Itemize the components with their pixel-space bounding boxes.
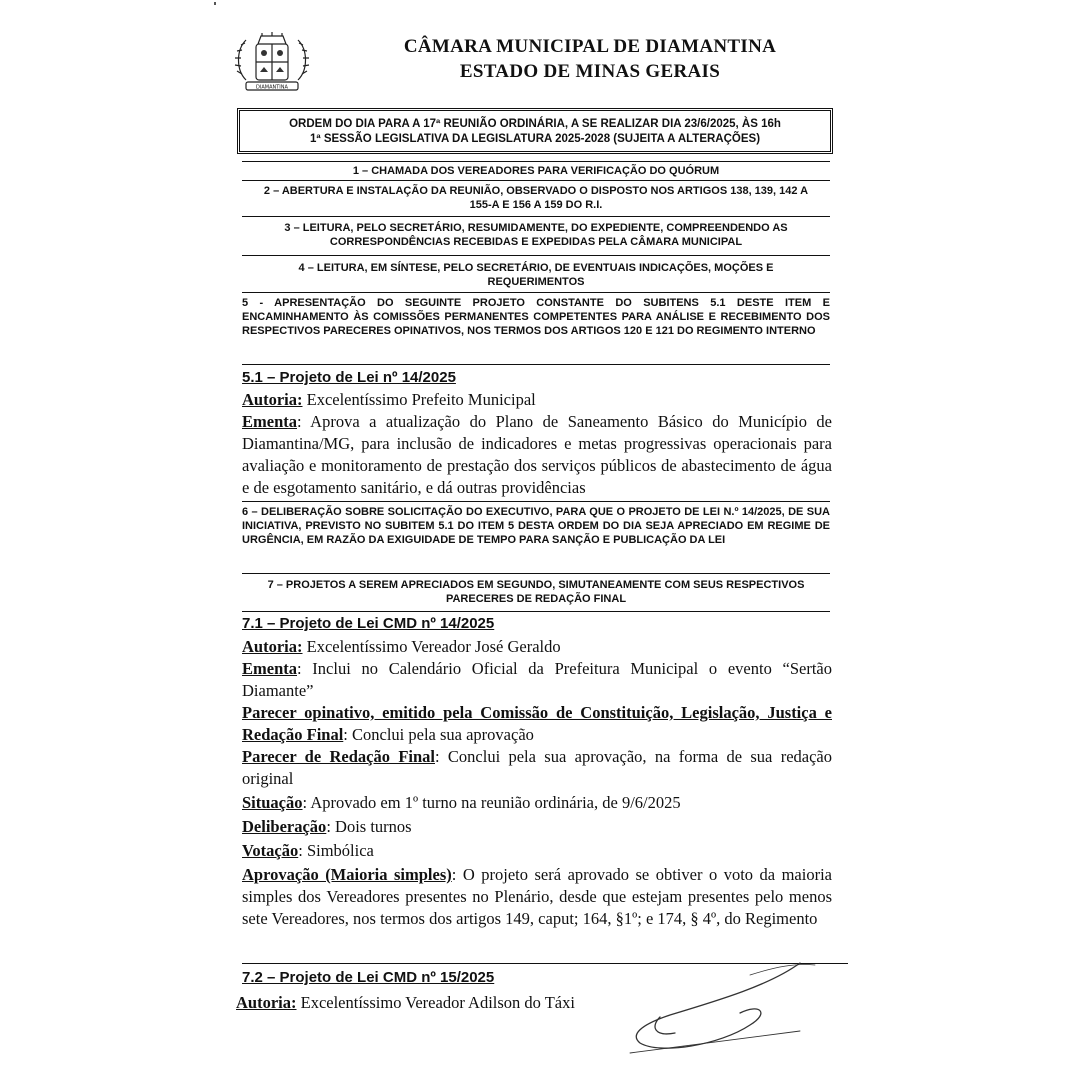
divider — [242, 216, 830, 217]
autoria-label: Autoria: — [236, 993, 297, 1012]
section-7-1-deliberacao — [242, 816, 832, 838]
document-header — [330, 34, 850, 84]
divider — [242, 364, 830, 365]
parecer-opinativo-label: Parecer opinativo, emitido pela Comissão de Constituição, Legislação, Justiça e Redação Final — [242, 703, 832, 744]
agenda-item-1: 1 – CHAMADA DOS VEREADORES PARA VERIFICAÇÃO DO QUÓRUM — [352, 165, 720, 177]
agenda-item-3-line-2: CORRESPONDÊNCIAS RECEBIDAS E EXPEDIDAS PELA CÂMARA MUNICIPAL — [329, 236, 743, 248]
section-7-1-autoria — [242, 636, 832, 658]
municipal-crest-icon — [232, 28, 312, 96]
agenda-item-5: 5 - APRESENTAÇÃO DO SEGUINTE PROJETO CONSTANTE DO SUBITENS 5.1 DESTE ITEM E ENCAMINHAMENTO ÀS COMISSÕES PERMANENTES COMPETENTES PARA ANÁLISE E RECEBIMENTO DOS RESPECTIVOS PARECERES OPINATIVOS, NOS TERMOS DOS ARTIGOS 120 E 121 DO REGIMENTO INTERNO — [242, 297, 830, 337]
agenda-item-3 — [242, 221, 830, 249]
svg-text:DIAMANTINA: DIAMANTINA — [256, 84, 288, 91]
section-5-1-title: 5.1 – Projeto de Lei nº 14/2025 — [242, 369, 456, 386]
section-7-1-parecer-opinativo — [242, 702, 832, 746]
votacao-label: Votação — [242, 841, 299, 860]
title-line-1: ORDEM DO DIA PARA A 17ª REUNIÃO ORDINÁRIA, A SE REALIZAR DIA 23/6/2025, ÀS 16h — [289, 118, 781, 130]
header-line-2: ESTADO DE MINAS GERAIS — [459, 61, 721, 82]
divider — [242, 255, 830, 256]
aprovacao-label: Aprovação (Maioria simples) — [242, 865, 452, 884]
section-7-1-aprovacao — [242, 864, 832, 930]
section-7-1-votacao — [242, 840, 832, 862]
deliberacao-value: : Dois turnos — [326, 817, 412, 836]
situacao-label: Situação — [242, 793, 303, 812]
section-7-1-title: 7.1 – Projeto de Lei CMD nº 14/2025 — [242, 615, 495, 632]
autoria-label: Autoria: — [242, 390, 303, 409]
agenda-item-4 — [242, 261, 830, 289]
agenda-item-4-line-1: 4 – LEITURA, EM SÍNTESE, PELO SECRETÁRIO, DE EVENTUAIS INDICAÇÕES, MOÇÕES E — [298, 262, 774, 274]
agenda-item-7 — [242, 578, 830, 606]
ementa-label: Ementa — [242, 659, 297, 678]
parecer-redacao-label: Parecer de Redação Final — [242, 747, 435, 766]
votacao-value: : Simbólica — [298, 841, 374, 860]
section-7-2-title: 7.2 – Projeto de Lei CMD nº 15/2025 — [242, 969, 495, 986]
section-7-1-parecer-redacao — [242, 746, 832, 790]
agenda-item-7-line-2: PARECERES DE REDAÇÃO FINAL — [445, 593, 627, 605]
situacao-value: : Aprovado em 1º turno na reunião ordinária, de 9/6/2025 — [302, 793, 681, 812]
agenda-item-7-line-1: 7 – PROJETOS A SEREM APRECIADOS EM SEGUNDO, SIMUTANEAMENTE COM SEUS RESPECTIVOS — [267, 579, 805, 591]
autoria-value: Excelentíssimo Prefeito Municipal — [302, 390, 536, 409]
agenda-item-3-line-1: 3 – LEITURA, PELO SECRETÁRIO, RESUMIDAMENTE, DO EXPEDIENTE, COMPREENDENDO AS — [284, 222, 788, 234]
section-7-1-situacao — [242, 792, 832, 814]
ementa-value: : Inclui no Calendário Oficial da Prefeitura Municipal o evento “Sertão Diamante” — [242, 659, 832, 700]
parecer-redacao-value: : Conclui pela sua aprovação, na forma de sua redação original — [242, 747, 832, 788]
divider — [242, 573, 830, 574]
title-box — [237, 108, 833, 154]
ementa-value: : Aprova a atualização do Plano de Saneamento Básico do Município de Diamantina/MG, para inclusão de indicadores e metas progressivas operacionais para avaliação e monitoramento de prestação dos serviços públicos de abastecimento de água e de esgotamento sanitário, e dá outras providências — [242, 412, 832, 497]
agenda-item-6: 6 – DELIBERAÇÃO SOBRE SOLICITAÇÃO DO EXECUTIVO, PARA QUE O PROJETO DE LEI N.º 14/2025, DE SUA INICIATIVA, PREVISTO NO SUBITEM 5.1 DO ITEM 5 DESTA ORDEM DO DIA SEJA APRECIADO EM REGIME DE URGÊNCIA, EM RAZÃO DA EXIGUIDADE DE TEMPO PARA SANÇÃO E PUBLICAÇÃO DA LEI — [242, 506, 830, 546]
section-5-1-autoria — [242, 389, 832, 411]
autoria-label: Autoria: — [242, 637, 303, 656]
section-7-1-ementa — [242, 658, 832, 702]
divider — [242, 161, 830, 162]
divider — [242, 292, 830, 293]
divider — [242, 611, 830, 612]
autoria-value: Excelentíssimo Vereador José Geraldo — [302, 637, 561, 656]
aprovacao-value: : O projeto será aprovado se obtiver o voto da maioria simples dos Vereadores presentes no Plenário, desde que estejam presentes pelo menos sete Vereadores, nos termos dos artigos 149, caput; 164, §1º; e 174, § 4º, do Regimento — [242, 865, 832, 928]
divider — [242, 501, 830, 502]
header-line-1: CÂMARA MUNICIPAL DE DIAMANTINA — [403, 36, 777, 57]
autoria-value: Excelentíssimo Vereador Adilson do Táxi — [296, 993, 575, 1012]
agenda-item-2-line-2: 155-A E 156 A 159 DO R.I. — [469, 199, 603, 211]
parecer-opinativo-value: : Conclui pela sua aprovação — [343, 725, 534, 744]
ementa-label: Ementa — [242, 412, 297, 431]
agenda-item-2-line-1: 2 – ABERTURA E INSTALAÇÃO DA REUNIÃO, OBSERVADO O DISPOSTO NOS ARTIGOS 138, 139, 142 A — [263, 185, 809, 197]
title-line-2: 1ª SESSÃO LEGISLATIVA DA LEGISLATURA 2025-2028 (SUJEITA A ALTERAÇÕES) — [309, 133, 761, 145]
divider — [242, 180, 830, 181]
section-5-1-ementa — [242, 411, 832, 499]
agenda-item-4-line-2: REQUERIMENTOS — [487, 276, 585, 288]
scan-mark — [214, 2, 216, 5]
agenda-item-2 — [242, 184, 830, 212]
signature-icon — [600, 955, 820, 1065]
deliberacao-label: Deliberação — [242, 817, 327, 836]
